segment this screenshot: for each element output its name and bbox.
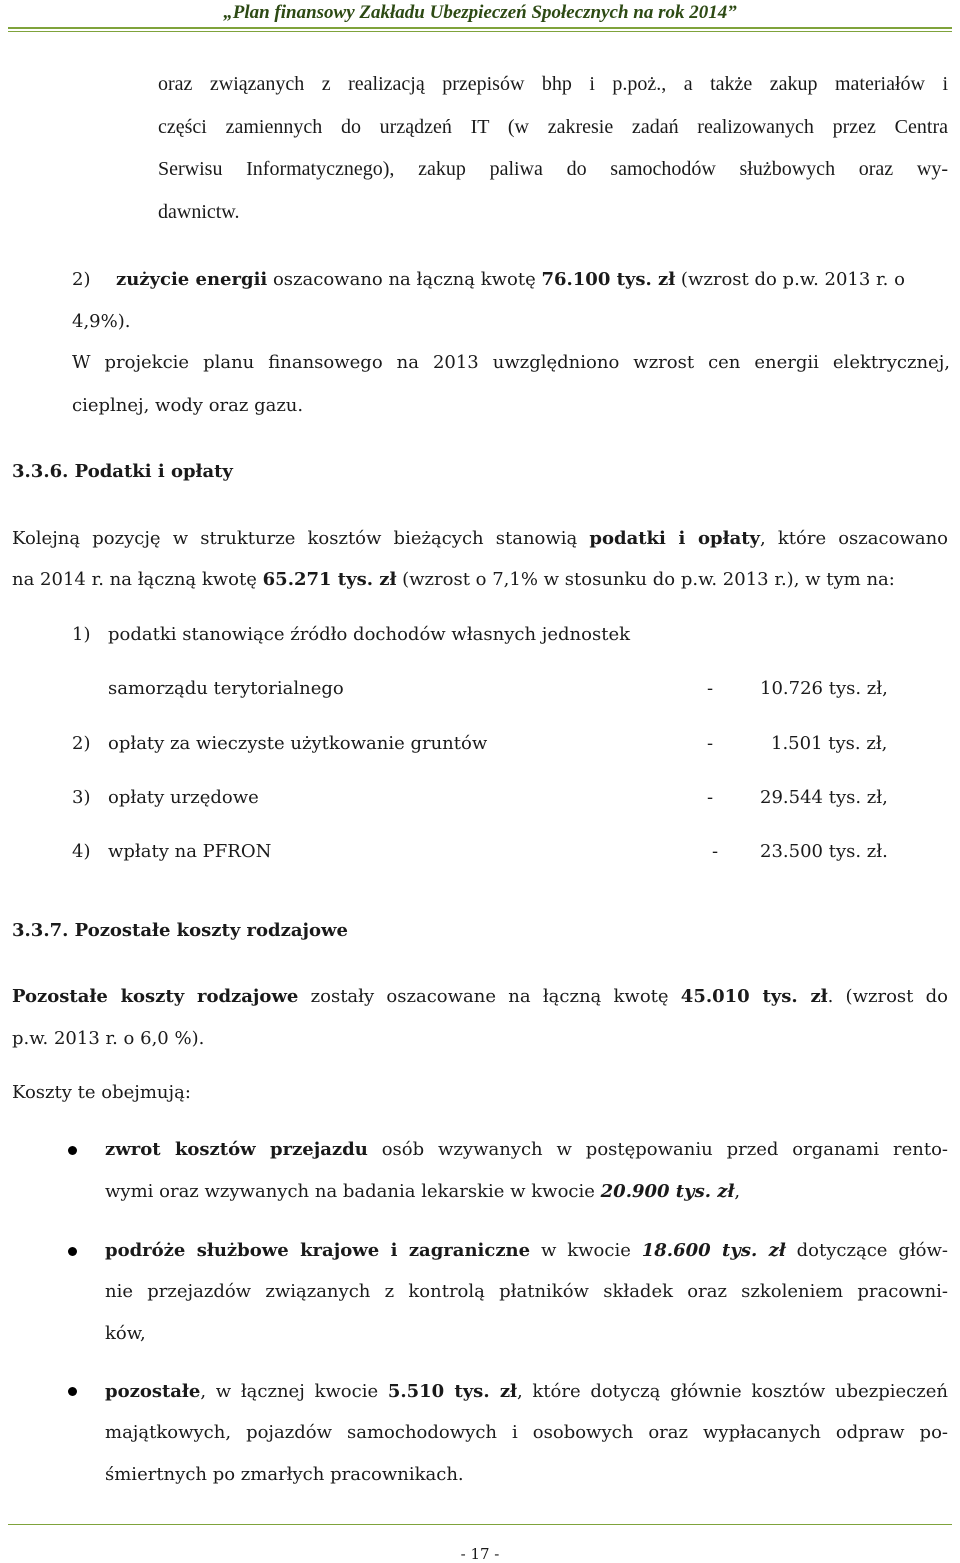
tax-item-number: 2) (72, 733, 91, 754)
bullet-icon (68, 1247, 77, 1256)
energy-line-1 (116, 268, 905, 292)
tax-item-label: samorządu terytorialnego (108, 678, 344, 699)
tax-item-amount: 23.500 tys. zł. (760, 841, 888, 862)
tax-item-label: opłaty za wieczyste użytkowanie gruntów (108, 733, 488, 754)
other-costs-amount: 45.010 tys. zł (680, 986, 828, 1007)
bullet-icon (68, 1387, 77, 1396)
other-costs-text: zostały oszacowane na łączną kwotę (298, 986, 681, 1007)
intro-line-4: dawnictw. (158, 201, 240, 223)
tax-item-number: 3) (72, 787, 91, 808)
energy-term: zużycie energii (116, 269, 268, 290)
taxes-amount: 65.271 tys. zł (262, 569, 397, 590)
taxes-line-1 (12, 527, 948, 551)
travel-text: osób wzywanych w postępowaniu przed organami rento- (367, 1139, 948, 1160)
bullet-business-line-1 (105, 1239, 948, 1263)
tax-item-number: 4) (72, 841, 91, 862)
business-trips-text-2: dotyczące głów- (785, 1240, 949, 1261)
bullet-other-line-3: śmiertnych po zmarłych pracownikach. (105, 1464, 464, 1485)
header-rule (8, 27, 952, 29)
other-costs-growth: . (wzrost do (827, 986, 948, 1007)
energy-text: oszacowano na łączną kwotę (267, 269, 542, 290)
header-title: „Plan finansowy Zakładu Ubezpieczeń Społecznych na rok 2014” (223, 2, 737, 23)
other-amount: 5.510 tys. zł (387, 1381, 517, 1402)
business-trips-term: podróże służbowe krajowe i zagraniczne (105, 1240, 531, 1261)
item-number: 2) (72, 269, 91, 290)
bullet-other-line-2: majątkowych, pojazdów samochodowych i osobowych oraz wypłacanych odpraw po- (105, 1422, 948, 1443)
travel-end: , (734, 1181, 741, 1202)
bullet-business-line-2: nie przejazdów związanych z kontrolą płatników składek oraz szkoleniem pracowni- (105, 1281, 948, 1302)
tax-item-amount: 10.726 tys. zł, (760, 678, 888, 699)
other-costs-term: Pozostałe koszty rodzajowe (12, 986, 299, 1007)
tax-item-label: opłaty urzędowe (108, 787, 259, 808)
bullet-travel-line-1 (105, 1138, 948, 1162)
tax-item-dash: - (707, 733, 714, 754)
energy-amount: 76.100 tys. zł (541, 269, 676, 290)
travel-term: zwrot kosztów przejazdu (105, 1139, 368, 1160)
tax-item-dash: - (712, 841, 719, 862)
taxes-text-end: , które oszacowano (760, 528, 948, 549)
bullet-icon (68, 1146, 77, 1155)
energy-note-1: W projekcie planu finansowego na 2013 uwzględniono wzrost cen energii elektrycznej, (72, 352, 950, 373)
other-text: , w łącznej kwocie (200, 1381, 388, 1402)
taxes-term: podatki i opłaty (589, 528, 761, 549)
energy-line-2: 4,9%). (72, 311, 131, 332)
tax-item-number: 1) (72, 624, 91, 645)
bullet-travel-line-2 (105, 1180, 740, 1204)
intro-line-3: Serwisu Informatycznego), zakup paliwa do samochodów służbowych oraz wy- (158, 158, 948, 180)
travel-text-2: wymi oraz wzywanych na badania lekarskie w kwocie (105, 1181, 601, 1202)
taxes-text: Kolejną pozycję w strukturze kosztów bieżących stanowią (12, 528, 590, 549)
tax-item-dash: - (707, 678, 714, 699)
other-costs-line-1 (12, 985, 948, 1009)
intro-line-2: części zamiennych do urządzeń IT (w zakresie zadań realizowanych przez Centra (158, 116, 948, 138)
tax-item-dash: - (707, 787, 714, 808)
intro-line-1: oraz związanych z realizacją przepisów bhp i p.poż., a także zakup materiałów i (158, 73, 948, 95)
bullet-other-line-1 (105, 1380, 948, 1404)
tax-item-label: wpłaty na PFRON (108, 841, 272, 862)
section-heading-336: 3.3.6. Podatki i opłaty (12, 461, 233, 482)
footer-rule (8, 1524, 952, 1525)
business-trips-text: w kwocie (530, 1240, 642, 1261)
header-rule-thin (8, 31, 952, 32)
tax-item-amount: 29.544 tys. zł, (760, 787, 888, 808)
business-trips-amount: 18.600 tys. zł (641, 1240, 786, 1261)
taxes-line-2 (12, 568, 895, 592)
bullet-business-line-3: ków, (105, 1323, 146, 1344)
page-header (0, 0, 960, 32)
other-text-2: , które dotyczą głównie kosztów ubezpieczeń (516, 1381, 948, 1402)
other-costs-line-2: p.w. 2013 r. o 6,0 %). (12, 1028, 205, 1049)
travel-amount: 20.900 tys. zł (600, 1181, 735, 1202)
taxes-growth: (wzrost o 7,1% w stosunku do p.w. 2013 r.), w tym na: (396, 569, 895, 590)
energy-note-2: cieplnej, wody oraz gazu. (72, 395, 304, 416)
tax-item-label: podatki stanowiące źródło dochodów własnych jednostek (108, 624, 630, 645)
page-number: - 17 - (460, 1545, 500, 1563)
tax-item-amount: 1.501 tys. zł, (771, 733, 888, 754)
costs-include-label: Koszty te obejmują: (12, 1082, 191, 1103)
taxes-text-2: na 2014 r. na łączną kwotę (12, 569, 263, 590)
section-heading-337: 3.3.7. Pozostałe koszty rodzajowe (12, 920, 348, 941)
energy-growth: (wzrost do p.w. 2013 r. o (675, 269, 905, 290)
other-term: pozostałe (105, 1381, 201, 1402)
